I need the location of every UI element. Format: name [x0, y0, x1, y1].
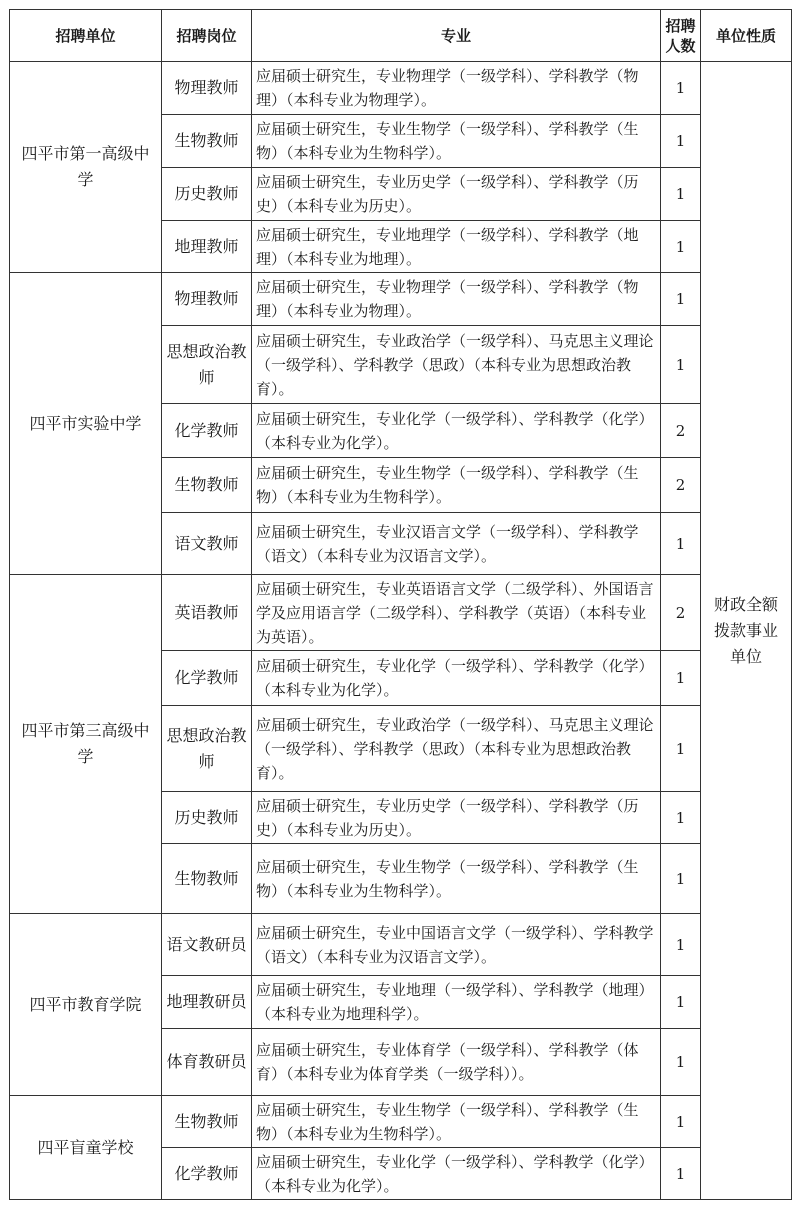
table-row	[10, 914, 792, 976]
position-cell: 生物教师	[162, 1096, 252, 1148]
major-cell: 应届硕士研究生，专业生物学（一级学科）、学科教学（生物）（本科专业为生物科学）。	[252, 115, 661, 168]
major-cell: 应届硕士研究生，专业地理学（一级学科）、学科教学（地理）（本科专业为地理）。	[252, 221, 661, 273]
count-cell: 1	[661, 273, 701, 326]
header-unit: 招聘单位	[10, 10, 162, 62]
position-cell: 生物教师	[162, 115, 252, 168]
position-cell: 历史教师	[162, 792, 252, 844]
unit-nature: 财政全额拨款事业单位	[701, 62, 792, 1200]
count-cell: 1	[661, 1096, 701, 1148]
major-cell: 应届硕士研究生，专业生物学（一级学科）、学科教学（生物）（本科专业为生物科学）。	[252, 844, 661, 914]
header-row	[10, 10, 792, 62]
count-cell: 1	[661, 513, 701, 575]
count-cell: 1	[661, 115, 701, 168]
position-cell: 地理教师	[162, 221, 252, 273]
table-row	[10, 575, 792, 651]
unit-name: 四平市第三高级中学	[10, 575, 162, 914]
unit-name: 四平盲童学校	[10, 1096, 162, 1200]
major-cell: 应届硕士研究生，专业生物学（一级学科）、学科教学（生物）（本科专业为生物科学）。	[252, 458, 661, 513]
count-cell: 1	[661, 651, 701, 706]
position-cell: 思想政治教师	[162, 706, 252, 792]
position-cell: 化学教师	[162, 404, 252, 458]
count-cell: 1	[661, 326, 701, 404]
position-cell: 语文教师	[162, 513, 252, 575]
count-cell: 1	[661, 976, 701, 1029]
major-cell: 应届硕士研究生，专业中国语言文学（一级学科）、学科教学（语文）（本科专业为汉语言文学）。	[252, 914, 661, 976]
recruitment-table	[9, 9, 792, 1200]
major-cell: 应届硕士研究生，专业物理学（一级学科）、学科教学（物理）（本科专业为物理）。	[252, 273, 661, 326]
major-cell: 应届硕士研究生，专业化学（一级学科）、学科教学（化学）（本科专业为化学）。	[252, 1148, 661, 1200]
position-cell: 体育教研员	[162, 1029, 252, 1096]
major-cell: 应届硕士研究生，专业英语语言文学（二级学科）、外国语言学及应用语言学（二级学科）、学科教学（英语）（本科专业为英语）。	[252, 575, 661, 651]
count-cell: 1	[661, 168, 701, 221]
count-cell: 2	[661, 458, 701, 513]
count-cell: 1	[661, 844, 701, 914]
table-body	[10, 62, 792, 1200]
count-cell: 2	[661, 404, 701, 458]
table-row	[10, 273, 792, 326]
count-cell: 1	[661, 1148, 701, 1200]
position-cell: 语文教研员	[162, 914, 252, 976]
position-cell: 生物教师	[162, 844, 252, 914]
major-cell: 应届硕士研究生，专业生物学（一级学科）、学科教学（生物）（本科专业为生物科学）。	[252, 1096, 661, 1148]
header-count: 招聘人数	[661, 10, 701, 62]
count-cell: 1	[661, 792, 701, 844]
header-major: 专业	[252, 10, 661, 62]
position-cell: 地理教研员	[162, 976, 252, 1029]
position-cell: 物理教师	[162, 62, 252, 115]
table-row	[10, 62, 792, 115]
major-cell: 应届硕士研究生，专业历史学（一级学科）、学科教学（历史）（本科专业为历史）。	[252, 792, 661, 844]
position-cell: 英语教师	[162, 575, 252, 651]
major-cell: 应届硕士研究生，专业政治学（一级学科）、马克思主义理论（一级学科）、学科教学（思政）（本科专业为思想政治教育）。	[252, 706, 661, 792]
unit-name: 四平市教育学院	[10, 914, 162, 1096]
count-cell: 1	[661, 1029, 701, 1096]
position-cell: 历史教师	[162, 168, 252, 221]
major-cell: 应届硕士研究生，专业体育学（一级学科）、学科教学（体育）（本科专业为体育学类（一级学科））。	[252, 1029, 661, 1096]
header-nature: 单位性质	[701, 10, 792, 62]
position-cell: 物理教师	[162, 273, 252, 326]
count-cell: 1	[661, 914, 701, 976]
count-cell: 1	[661, 706, 701, 792]
position-cell: 化学教师	[162, 651, 252, 706]
major-cell: 应届硕士研究生，专业汉语言文学（一级学科）、学科教学（语文）（本科专业为汉语言文学）。	[252, 513, 661, 575]
major-cell: 应届硕士研究生，专业化学（一级学科）、学科教学（化学）（本科专业为化学）。	[252, 404, 661, 458]
major-cell: 应届硕士研究生，专业地理（一级学科）、学科教学（地理）（本科专业为地理科学）。	[252, 976, 661, 1029]
header-position: 招聘岗位	[162, 10, 252, 62]
major-cell: 应届硕士研究生，专业政治学（一级学科）、马克思主义理论（一级学科）、学科教学（思政）（本科专业为思想政治教育）。	[252, 326, 661, 404]
position-cell: 化学教师	[162, 1148, 252, 1200]
major-cell: 应届硕士研究生，专业物理学（一级学科）、学科教学（物理）（本科专业为物理学）。	[252, 62, 661, 115]
position-cell: 生物教师	[162, 458, 252, 513]
major-cell: 应届硕士研究生，专业历史学（一级学科）、学科教学（历史）（本科专业为历史）。	[252, 168, 661, 221]
position-cell: 思想政治教师	[162, 326, 252, 404]
count-cell: 1	[661, 62, 701, 115]
table-row	[10, 1096, 792, 1148]
unit-name: 四平市第一高级中学	[10, 62, 162, 273]
major-cell: 应届硕士研究生，专业化学（一级学科）、学科教学（化学）（本科专业为化学）。	[252, 651, 661, 706]
count-cell: 2	[661, 575, 701, 651]
count-cell: 1	[661, 221, 701, 273]
unit-name: 四平市实验中学	[10, 273, 162, 575]
